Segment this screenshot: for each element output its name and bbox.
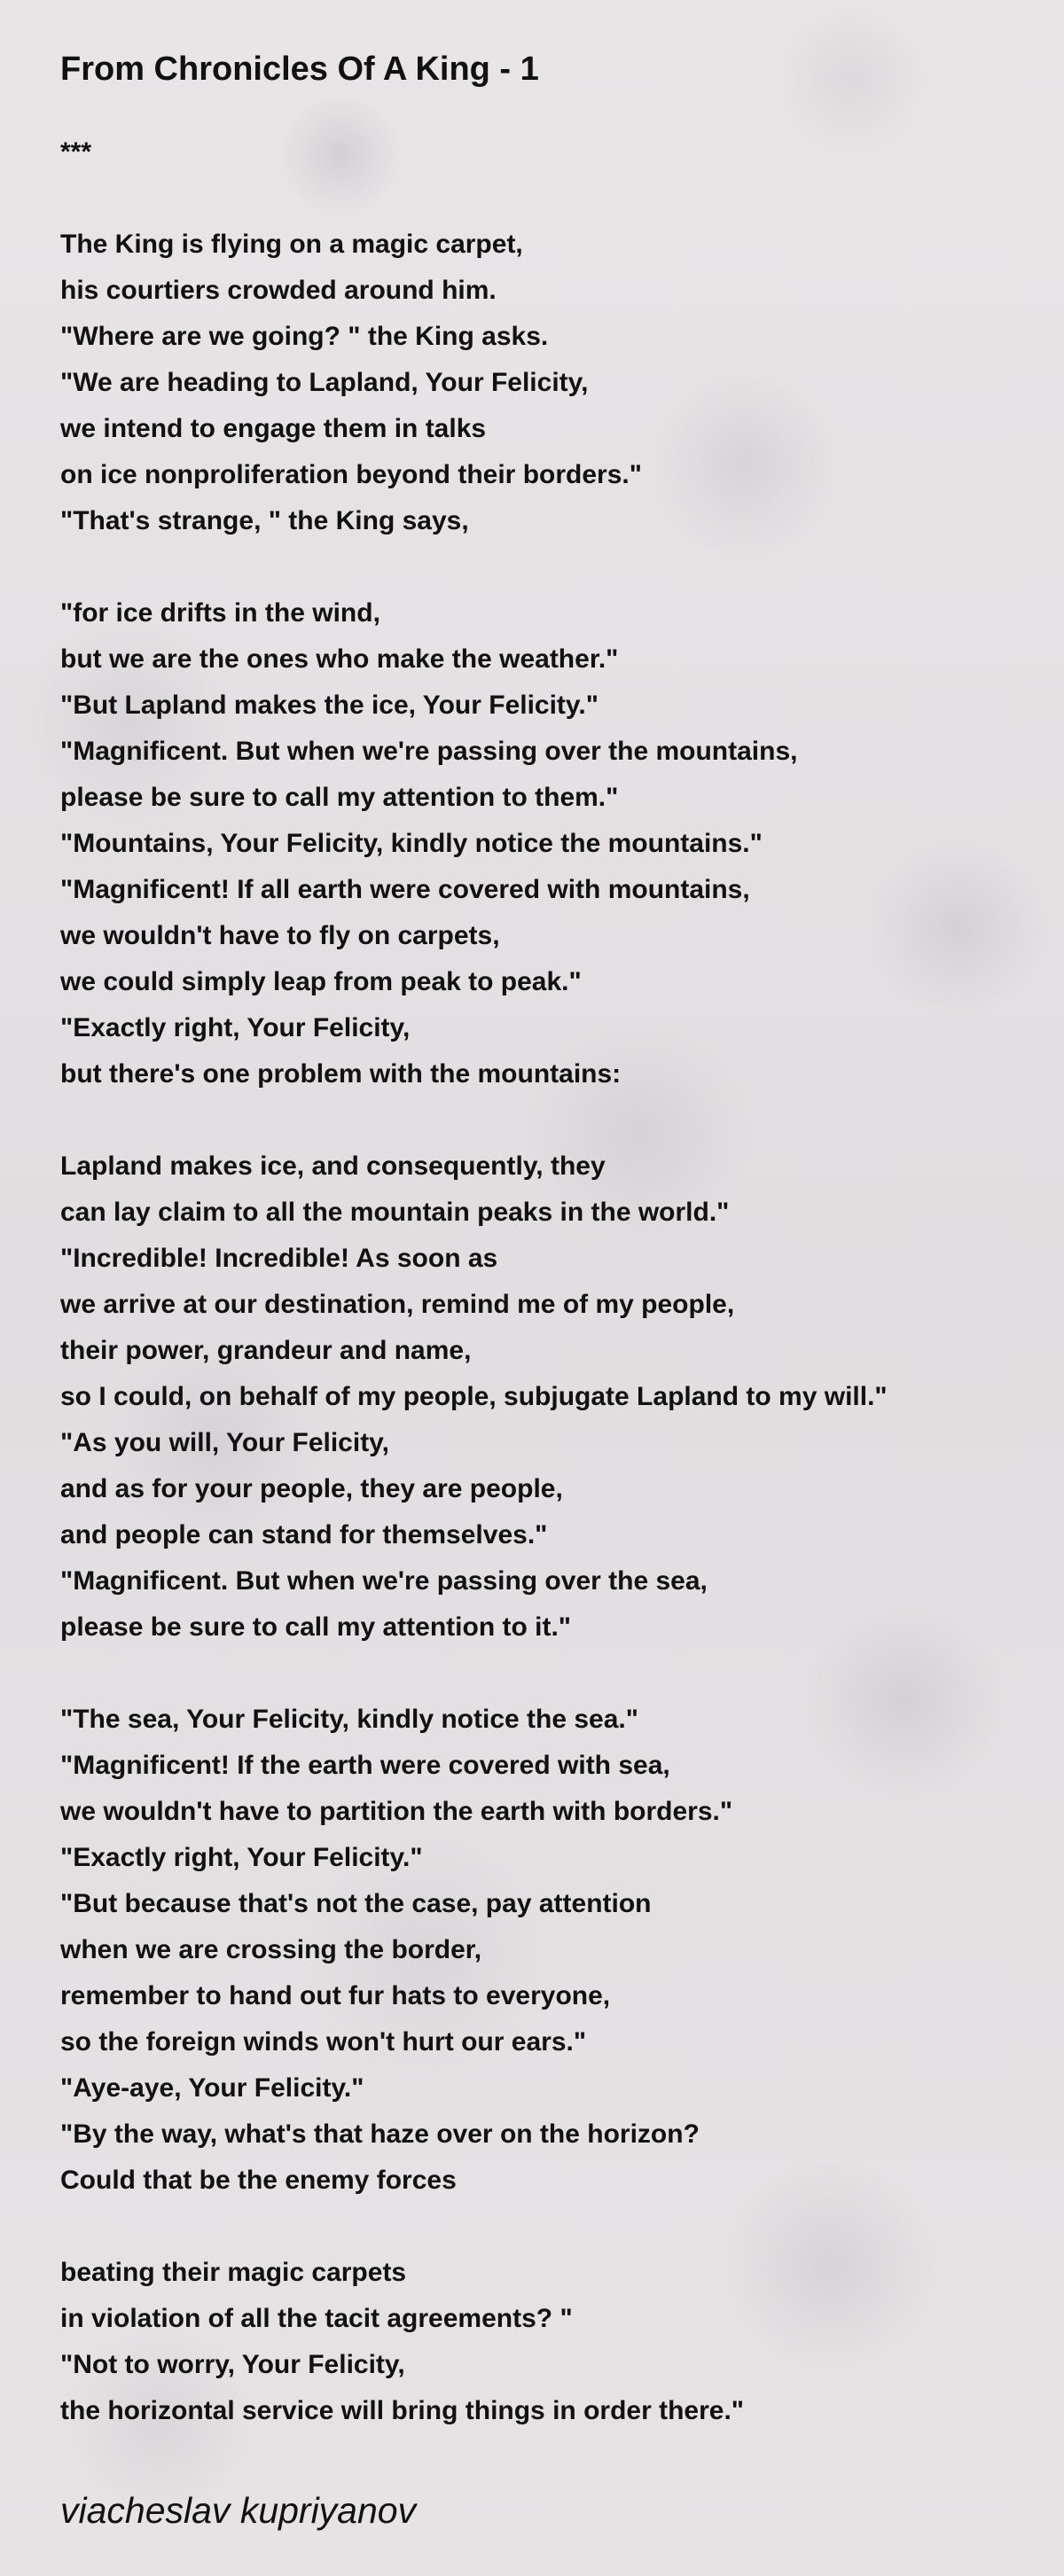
poem-line: in violation of all the tacit agreements? " [60,2304,573,2333]
poem-line: we wouldn't have to partition the earth with borders." [60,1797,733,1826]
poem-line: his courtiers crowded around him. [60,276,497,305]
poem-line: and as for your people, they are people, [60,1474,563,1503]
poem-line: on ice nonproliferation beyond their borders." [60,460,642,489]
poem-line: their power, grandeur and name, [60,1336,472,1365]
poem-line: but there's one problem with the mountains: [60,1059,622,1089]
poem-line: Lapland makes ice, and consequently, they [60,1151,606,1181]
poem-line: "But Lapland makes the ice, Your Felicity." [60,691,598,720]
poem-line: "Exactly right, Your Felicity, [60,1013,411,1042]
stanza-break [60,1651,1036,1697]
stanza-break [60,176,1036,222]
poem-line: "Incredible! Incredible! As soon as [60,1244,498,1273]
poem-line: "Aye-aye, Your Felicity." [60,2073,364,2103]
poem-line: beating their magic carpets [60,2258,407,2287]
poem-line: "But because that's not the case, pay attention [60,1889,652,1918]
poem-line: we wouldn't have to fly on carpets, [60,921,500,950]
poem-line: "Not to worry, Your Felicity, [60,2350,405,2379]
poem-line: "The sea, Your Felicity, kindly notice the sea." [60,1705,638,1734]
poem-line: "Magnificent. But when we're passing over the mountains, [60,737,798,766]
poem-line: The King is flying on a magic carpet, [60,230,523,259]
poem-line: "Mountains, Your Felicity, kindly notice the mountains." [60,829,763,858]
poem-line: we arrive at our destination, remind me of my people, [60,1290,735,1319]
poem-line: please be sure to call my attention to it." [60,1612,572,1642]
poem-line: "Where are we going? " the King asks. [60,322,549,351]
stanza-break [60,2204,1036,2250]
poem-line: the horizontal service will bring things in order there." [60,2396,745,2425]
poem-line: can lay claim to all the mountain peaks in the world." [60,1198,730,1227]
poem-line: we could simply leap from peak to peak." [60,967,582,996]
poem-line: "Magnificent. But when we're passing over the sea, [60,1566,708,1596]
poem-line: "Magnificent! If the earth were covered with sea, [60,1751,670,1780]
poem-author: viacheslav kupriyanov [60,2490,417,2531]
poem-line: remember to hand out fur hats to everyone, [60,1981,611,2010]
poem-line: so the foreign winds won't hurt our ears." [60,2027,587,2057]
poem-body [60,129,1036,2434]
poem-line: Could that be the enemy forces [60,2166,457,2195]
stanza-break [60,1097,1036,1144]
poem-line: and people can stand for themselves." [60,1520,548,1550]
poem-line: "Exactly right, Your Felicity." [60,1843,423,1872]
poem-line: but we are the ones who make the weather." [60,644,619,674]
poem-line: "Magnificent! If all earth were covered with mountains, [60,875,750,904]
poem-line: when we are crossing the border, [60,1935,482,1964]
poem-line: please be sure to call my attention to them." [60,783,619,812]
poem-line: "for ice drifts in the wind, [60,598,380,628]
poem-title: From Chronicles Of A King - 1 [60,51,539,88]
poem-line: "We are heading to Lapland, Your Felicity, [60,368,589,397]
poem-line: "By the way, what's that haze over on the horizon? [60,2119,700,2149]
poem-line: "As you will, Your Felicity, [60,1428,389,1457]
poem-line: so I could, on behalf of my people, subjugate Lapland to my will." [60,1382,888,1411]
stanza-break [60,544,1036,590]
poem-line: "That's strange, " the King says, [60,506,469,535]
poem-line: *** [60,137,92,167]
poem-line: we intend to engage them in talks [60,414,487,443]
